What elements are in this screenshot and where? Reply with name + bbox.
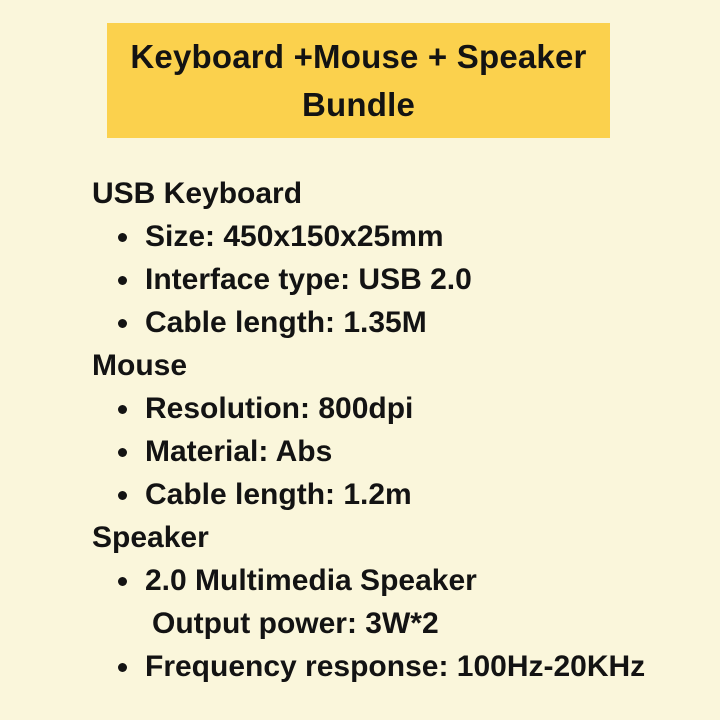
title-banner bbox=[107, 23, 610, 138]
section-title-usb-keyboard: USB Keyboard bbox=[92, 177, 303, 210]
bullet-icon bbox=[118, 276, 127, 285]
spec-item-text: Cable length: 1.2m bbox=[145, 478, 412, 511]
spec-item-text: Output power: 3W*2 bbox=[152, 607, 439, 640]
spec-item-row bbox=[92, 258, 692, 301]
spec-item-text: Size: 450x150x25mm bbox=[145, 220, 444, 253]
bullet-icon bbox=[118, 491, 127, 500]
spec-item-text: 2.0 Multimedia Speaker bbox=[145, 564, 477, 597]
spec-item-row-continuation bbox=[92, 602, 692, 645]
bullet-icon bbox=[118, 319, 127, 328]
spec-item-row bbox=[92, 301, 692, 344]
bullet-icon bbox=[118, 577, 127, 586]
spec-item-text: Frequency response: 100Hz-20KHz bbox=[145, 650, 646, 683]
spec-item-row bbox=[92, 387, 692, 430]
bullet-icon bbox=[118, 663, 127, 672]
spec-item-row bbox=[92, 215, 692, 258]
spec-item-row bbox=[92, 473, 692, 516]
spec-item-row bbox=[92, 645, 692, 688]
section-title-speaker: Speaker bbox=[92, 521, 209, 554]
spec-item-row bbox=[92, 559, 692, 602]
spec-item-text: Material: Abs bbox=[145, 435, 333, 468]
spec-list bbox=[92, 172, 692, 688]
spec-item-text: Cable length: 1.35M bbox=[145, 306, 427, 339]
spec-item-text: Resolution: 800dpi bbox=[145, 392, 414, 425]
bullet-icon bbox=[118, 233, 127, 242]
spec-item-row bbox=[92, 430, 692, 473]
spec-item-text: Interface type: USB 2.0 bbox=[145, 263, 472, 296]
section-title-mouse: Mouse bbox=[92, 349, 188, 382]
page-title: Keyboard +Mouse + Speaker Bundle bbox=[130, 37, 587, 123]
bullet-icon bbox=[118, 448, 127, 457]
bullet-icon bbox=[118, 405, 127, 414]
